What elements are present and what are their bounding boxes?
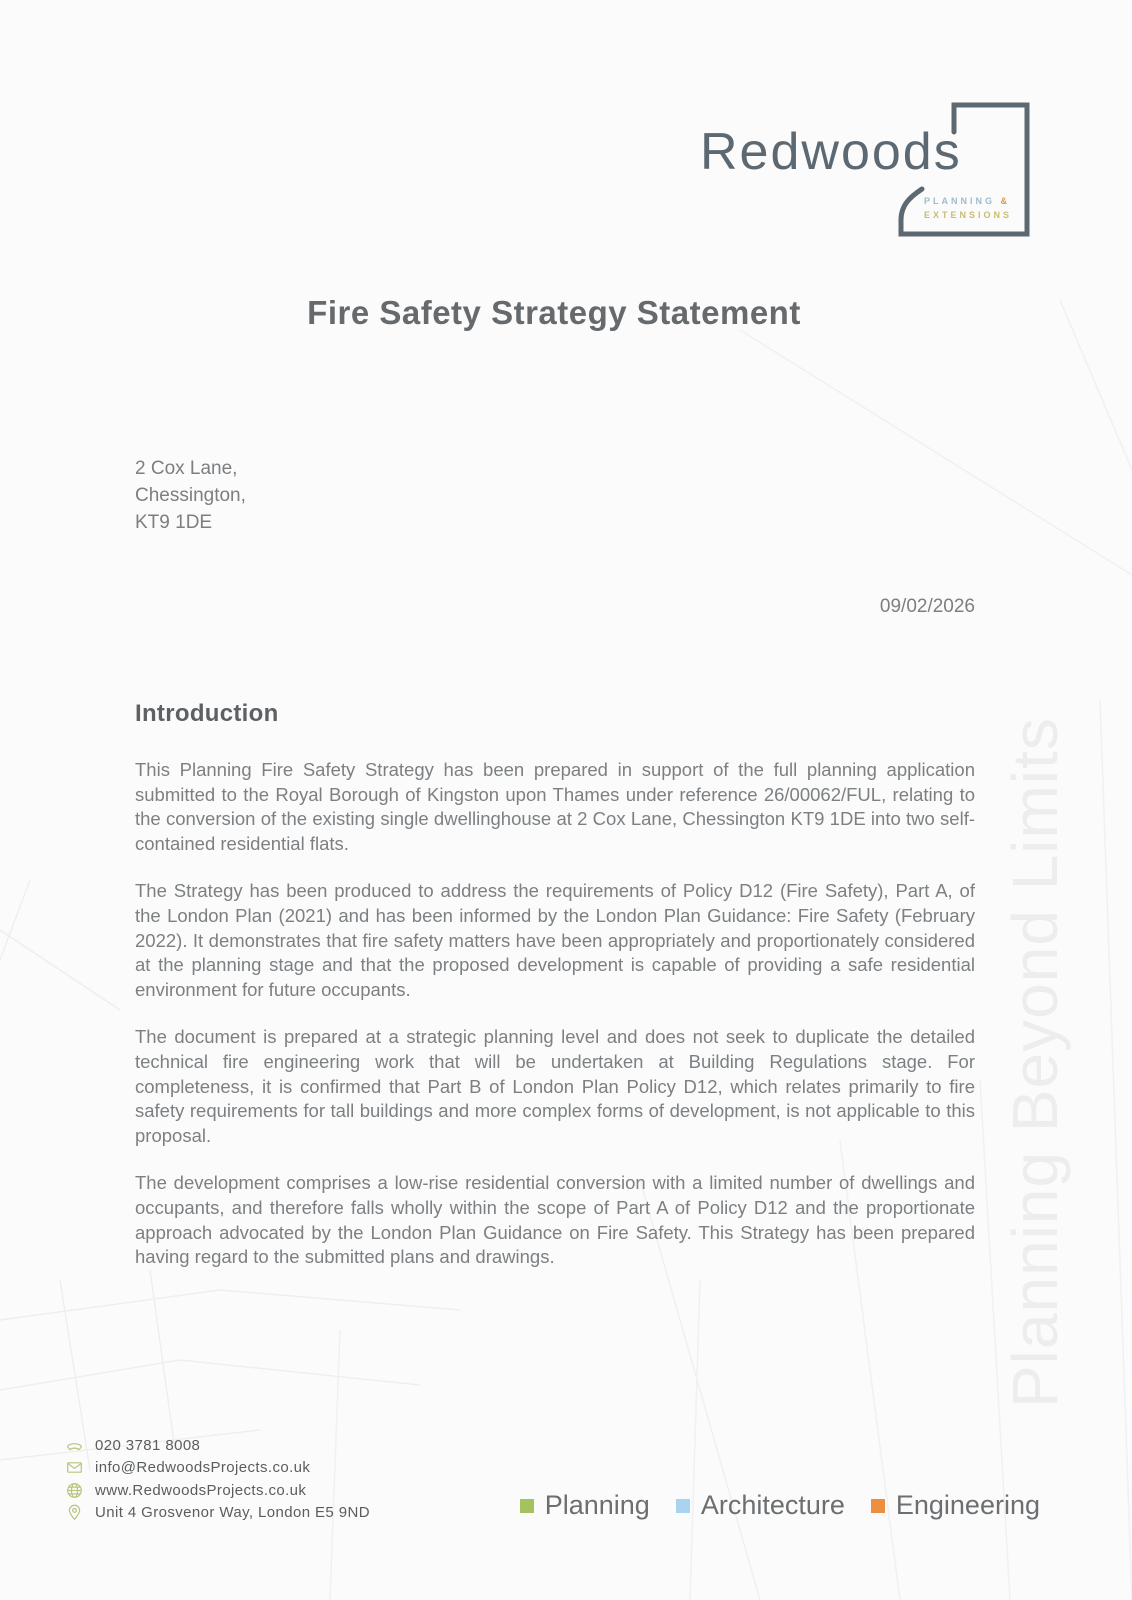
paragraph: The document is prepared at a strategic planning level and does not seek to duplicate the detailed technical fire engineering work that will be undertaken at Building Regulations stage. For completeness, it is confirmed that Part B of London Plan Policy D12, which relates primarily to fire safety requirements for tall buildings and more complex forms of development, is not applicable to this proposal. — [135, 1026, 975, 1146]
contact-phone-text: 020 3781 8008 — [95, 1436, 201, 1454]
address-line-3: KT9 1DE — [135, 512, 213, 533]
contact-email-text: info@RedwoodsProjects.co.uk — [95, 1459, 311, 1477]
contact-row-address — [66, 1502, 370, 1525]
paragraph: The development comprises a low-rise residential conversion with a limited number of dwellings and occupants, and therefore falls wholly within the scope of Part A of Policy D12 and the proportionate approach advocated by the London Plan Guidance on Fire Safety. This Strategy has been prepared having regard to the submitted plans and drawings. — [135, 1172, 975, 1268]
architecture-bullet-square — [676, 1499, 690, 1513]
watermark-text: Planning Beyond Limits — [999, 717, 1071, 1408]
page-title: Fire Safety Strategy Statement — [307, 294, 801, 331]
section-heading-introduction: Introduction — [135, 700, 279, 727]
site-address — [135, 455, 246, 536]
document-date: 09/02/2026 — [879, 596, 975, 617]
service-architecture — [676, 1490, 845, 1521]
service-planning-label: Planning — [544, 1490, 650, 1520]
paragraph: The Strategy has been produced to address the requirements of Policy D12 (Fire Safety), Part A, of the London Plan (2021) and has been informed by the London Plan Guidance: Fire Safety (February 2022). It demonstrates that fire safety matters have been appropriately and proportionately considered at the planning stage and that the proposed development is capable of providing a safe residential environment for future occupants. — [135, 880, 975, 1000]
address-line-1: 2 Cox Lane, — [135, 458, 238, 479]
footer-contact-block — [66, 1434, 370, 1524]
contact-row-phone — [66, 1434, 370, 1457]
service-architecture-label: Architecture — [700, 1490, 845, 1520]
paragraph: This Planning Fire Safety Strategy has been prepared in support of the full planning application submitted to the Royal Borough of Kingston upon Thames under reference 26/00062/FUL, relating to the conversion of the existing single dwellinghouse at 2 Cox Lane, Chessington KT9 1DE into two self-contained residential flats. — [135, 759, 975, 854]
company-logo — [640, 98, 1040, 243]
address-line-2: Chessington, — [135, 485, 246, 506]
contact-address-text: Unit 4 Grosvenor Way, London E5 9ND — [95, 1504, 370, 1522]
engineering-bullet-square — [871, 1499, 885, 1513]
logo-tagline-extensions: EXTENSIONS — [924, 210, 1013, 220]
phone-icon — [66, 1437, 83, 1454]
service-planning — [520, 1490, 650, 1521]
logo-tagline — [924, 194, 1012, 222]
logo-tagline-planning: PLANNING — [924, 196, 1001, 206]
service-engineering-label: Engineering — [895, 1490, 1040, 1520]
contact-row-website — [66, 1479, 370, 1502]
planning-bullet-square — [520, 1499, 534, 1513]
document-body — [135, 700, 975, 1293]
contact-row-email — [66, 1457, 370, 1480]
contact-website-text: www.RedwoodsProjects.co.uk — [95, 1481, 307, 1499]
footer-services — [480, 1490, 1040, 1521]
globe-icon — [66, 1482, 83, 1499]
service-engineering — [871, 1490, 1040, 1521]
logo-tagline-ampersand: & — [1000, 196, 1010, 206]
email-icon — [66, 1459, 83, 1476]
logo-wordmark: Redwoods — [700, 123, 962, 181]
location-icon — [66, 1504, 83, 1521]
